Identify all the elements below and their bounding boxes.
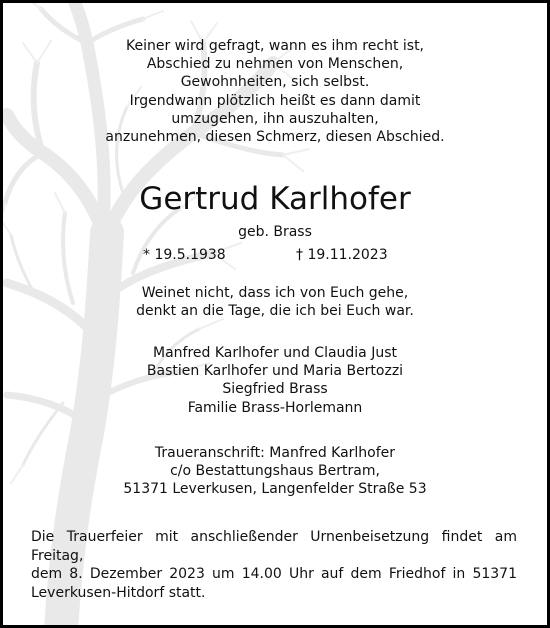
address-line: Traueranschrift: Manfred Karlhofer	[154, 445, 396, 461]
verse	[3, 284, 547, 320]
poem-line: anzunehmen, diesen Schmerz, diesen Abschied.	[105, 129, 445, 146]
birth-date: * 19.5.1938	[143, 247, 226, 263]
mourner: Familie Brass-Horlemann	[187, 399, 363, 416]
mourner: Siegfried Brass	[222, 381, 328, 398]
mourner: Bastien Karlhofer und Maria Bertozzi	[146, 363, 404, 380]
poem-line: umzugehen, ihn auszuhalten,	[171, 110, 379, 127]
mourners-list	[3, 344, 547, 417]
poem-line: Gewohnheiten, sich selbst.	[180, 74, 370, 91]
poem-line: Abschied zu nehmen von Menschen,	[146, 56, 404, 73]
mourning-address	[3, 444, 547, 499]
maiden-name: geb. Brass	[238, 224, 312, 240]
poem-line: Irgendwann plötzlich heißt es dann damit	[129, 92, 421, 109]
service-line: Die Trauerfeier mit anschließender Urnenbeisetzung findet am Freitag,	[31, 529, 517, 564]
mourner: Manfred Karlhofer und Claudia Just	[153, 345, 397, 361]
funeral-service-info	[31, 528, 517, 602]
poem	[3, 37, 547, 146]
death-date: † 19.11.2023	[296, 247, 388, 263]
address-line: 51371 Leverkusen, Langenfelder Straße 53	[123, 481, 427, 498]
verse-line: denkt an die Tage, die ich bei Euch war.	[136, 303, 414, 320]
service-line: dem 8. Dezember 2023 um 14.00 Uhr auf dem Friedhof in 51371	[31, 566, 517, 583]
poem-line: Keiner wird gefragt, wann es ihm recht ist,	[125, 38, 425, 54]
verse-line: Weinet nicht, dass ich von Euch gehe,	[141, 285, 409, 301]
deceased-name: Gertrud Karlhofer	[139, 181, 411, 217]
service-line: Leverkusen-Hitdorf statt.	[31, 584, 206, 601]
address-line: c/o Bestattungshaus Bertram,	[170, 463, 380, 480]
